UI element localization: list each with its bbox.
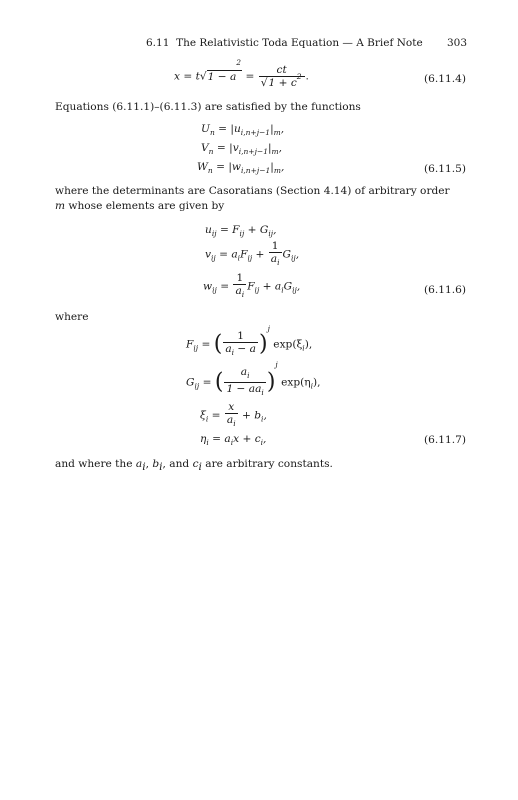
equation-6-11-6-row: $v_{ij} = a_iF_{ij}$ + $\frac{1}{a_i}$ $G_{ij}$,: [205, 240, 300, 268]
section-number: 6.11: [146, 37, 170, 49]
paragraph: m whose elements are given by: [55, 200, 225, 212]
paragraph: where: [55, 311, 89, 323]
equation-6-11-5-row: $U_n = |u_{i,n+j-1}|_m$,: [201, 123, 285, 138]
fraction: $\frac{x}{a_i}$: [226, 401, 236, 429]
equation-number: (6.11.4): [424, 73, 466, 85]
equation-6-11-6-row: $u_{ij} = F_{ij} + G_{ij}$,: [205, 224, 277, 239]
paragraph: Equations (6.11.1)–(6.11.3) are satisfied by the functions: [55, 101, 361, 113]
equation-number: (6.11.6): [424, 284, 466, 296]
running-header: [146, 37, 423, 49]
fraction: $\frac{1}{a_i}$: [270, 240, 280, 268]
equation-number: (6.11.7): [424, 434, 466, 446]
equation-6-11-7-row: $\xi_i$ = $\frac{x}{a_i}$ + $b_i$,: [200, 401, 267, 429]
equation-number: (6.11.5): [424, 163, 466, 175]
equation-6-11-5-row: $W_n = |w_{i,n+j-1}|_m$,: [197, 161, 285, 176]
equation-6-11-7-row: $\eta_i = a_ix + c_i$,: [200, 433, 267, 448]
fraction: $\frac{1}{a_i - a}$: [225, 330, 256, 358]
paragraph: and where the $a_i$, $b_i$, and $c_i$ are arbitrary constants.: [55, 458, 333, 474]
equation-6-11-4: $x = t√1 - a^2$ = $\frac{ct}{√1 + c^2}$ .: [174, 58, 309, 89]
paragraph: where the determinants are Casoratians (Section 4.14) of arbitrary order: [55, 185, 450, 197]
section-title: The Relativistic Toda Equation — A Brief Note: [176, 37, 423, 49]
equation-6-11-7-row: $F_{ij}$ = ( $\frac{1}{a_i - a}$ )$^j$ $\exp(\xi_i)$,: [186, 324, 313, 358]
fraction: $\frac{1}{a_i}$: [235, 272, 245, 300]
fraction: $\frac{a_i}{1 - aa_i}$: [226, 366, 264, 398]
equation-6-11-5-row: $V_n = |v_{i,n+j-1}|_m$,: [201, 142, 283, 157]
page-number: 303: [447, 37, 468, 49]
equation-6-11-6-row: $w_{ij}$ = $\frac{1}{a_i}$ $F_{ij} + a_iG_{ij}$,: [203, 272, 301, 300]
fraction: $\frac{ct}{√1 + c^2}$: [259, 64, 305, 89]
equation-6-11-7-row: $G_{ij}$ = ( $\frac{a_i}{1 - aa_i}$ )$^j$ $\exp(\eta_i)$,: [186, 360, 321, 398]
